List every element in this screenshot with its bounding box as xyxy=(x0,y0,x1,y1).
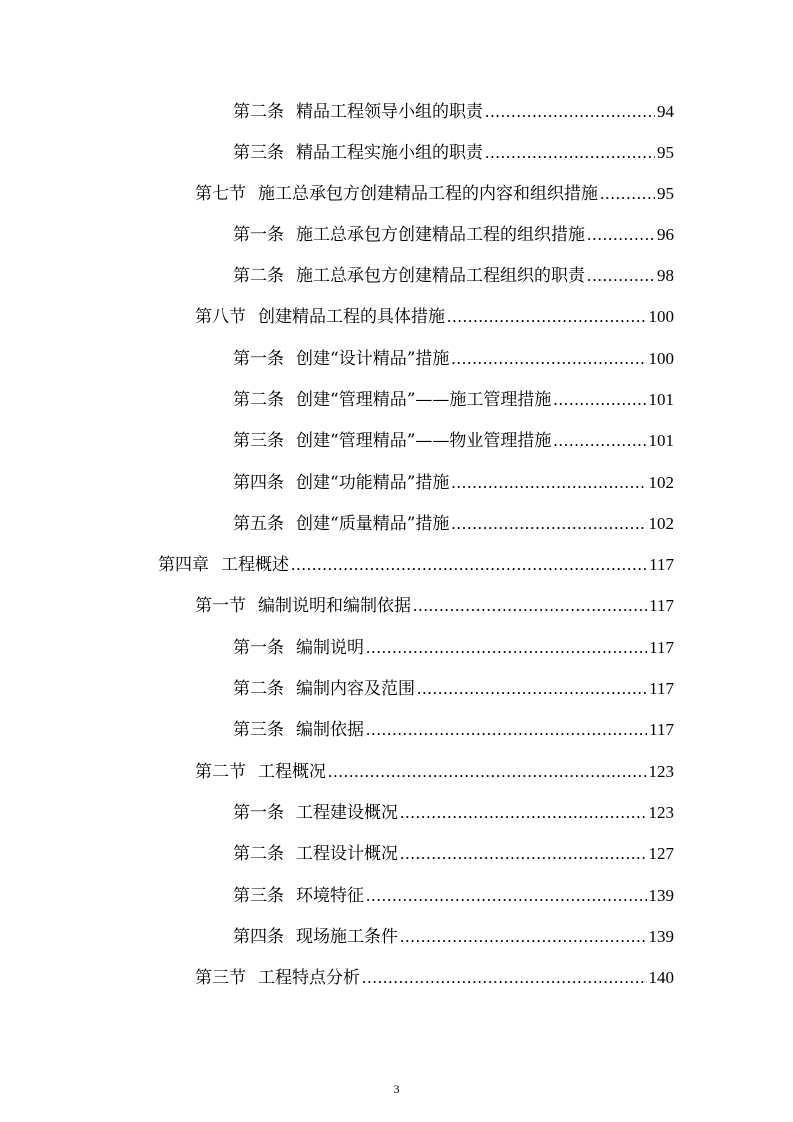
toc-leader-dots xyxy=(291,550,647,580)
toc-entry[interactable] xyxy=(233,385,674,415)
toc-leader-dots xyxy=(400,798,647,828)
toc-entry[interactable] xyxy=(233,138,674,168)
toc-leader-dots xyxy=(587,220,655,250)
toc-entry-title: 创建“管理精品”——施工管理措施 xyxy=(296,390,552,410)
toc-entry[interactable] xyxy=(233,468,674,498)
toc-entry-number: 第五条 xyxy=(233,514,284,534)
toc-leader-dots xyxy=(417,674,647,704)
toc-entry-title: 编制说明和编制依据 xyxy=(258,596,411,616)
toc-entry-page: 139 xyxy=(648,927,674,946)
toc-entry-number: 第二条 xyxy=(233,390,284,410)
toc-entry-title: 精品工程领导小组的职责 xyxy=(296,102,483,122)
toc-entry-number: 第三条 xyxy=(233,431,284,451)
toc-entry-number: 第四条 xyxy=(233,927,284,947)
toc-entry-page: 100 xyxy=(648,307,674,326)
toc-leader-dots xyxy=(400,922,647,952)
toc-entry-number: 第一条 xyxy=(233,225,284,245)
toc-entry-page: 117 xyxy=(649,720,674,739)
toc-entry-page: 102 xyxy=(648,473,674,492)
toc-entry-number: 第八节 xyxy=(195,307,246,327)
toc-entry-title: 工程概述 xyxy=(221,555,289,575)
toc-leader-dots xyxy=(451,344,646,374)
toc-entry[interactable] xyxy=(195,757,674,787)
footer-page-number: 3 xyxy=(393,1082,400,1096)
toc-entry-title: 环境特征 xyxy=(296,886,364,906)
toc-entry-page: 101 xyxy=(648,431,674,450)
toc-leader-dots xyxy=(366,633,647,663)
toc-entry-number: 第七节 xyxy=(195,184,246,204)
toc-entry[interactable] xyxy=(195,963,674,993)
toc-entry-title: 工程设计概况 xyxy=(296,844,398,864)
toc-entry[interactable] xyxy=(158,550,674,580)
toc-entry-page: 127 xyxy=(648,844,674,863)
toc-leader-dots xyxy=(485,138,655,168)
toc-entry-page: 139 xyxy=(648,886,674,905)
toc-entry-title: 创建“管理精品”——物业管理措施 xyxy=(296,431,552,451)
toc-leader-dots xyxy=(400,839,647,869)
toc-entry-title: 创建“质量精品”措施 xyxy=(296,514,450,534)
toc-entry-title: 编制内容及范围 xyxy=(296,679,415,699)
toc-entry-page: 102 xyxy=(648,514,674,533)
toc-entry-page: 95 xyxy=(657,143,674,162)
toc-leader-dots xyxy=(553,385,646,415)
toc-entry-page: 117 xyxy=(649,679,674,698)
toc-leader-dots xyxy=(587,261,655,291)
toc-entry-number: 第三条 xyxy=(233,886,284,906)
toc-entry-title: 施工总承包方创建精品工程的内容和组织措施 xyxy=(258,184,598,204)
toc-entry-page: 123 xyxy=(648,803,674,822)
toc-entry-title: 精品工程实施小组的职责 xyxy=(296,143,483,163)
toc-entry[interactable] xyxy=(233,839,674,869)
toc-entry-number: 第二条 xyxy=(233,266,284,286)
toc-entry-number: 第一条 xyxy=(233,349,284,369)
toc-entry[interactable] xyxy=(233,426,674,456)
toc-entry-page: 101 xyxy=(648,390,674,409)
toc-entry[interactable] xyxy=(233,261,674,291)
toc-entry-title: 工程建设概况 xyxy=(296,803,398,823)
toc-leader-dots xyxy=(553,426,646,456)
toc-entry-title: 工程特点分析 xyxy=(258,968,360,988)
toc-entry-number: 第一条 xyxy=(233,803,284,823)
toc-entry[interactable] xyxy=(233,798,674,828)
toc-entry-number: 第一条 xyxy=(233,638,284,658)
toc-leader-dots xyxy=(600,179,655,209)
toc-entry[interactable] xyxy=(233,715,674,745)
toc-leader-dots xyxy=(362,963,647,993)
toc-entry-number: 第三条 xyxy=(233,143,284,163)
toc-entry-title: 施工总承包方创建精品工程的组织措施 xyxy=(296,225,585,245)
toc-entry-title: 创建“设计精品”措施 xyxy=(296,349,450,369)
toc-entry-number: 第二条 xyxy=(233,844,284,864)
toc-entry-page: 117 xyxy=(649,596,674,615)
toc-entry[interactable] xyxy=(233,881,674,911)
toc-leader-dots xyxy=(328,757,647,787)
toc-entry[interactable] xyxy=(233,220,674,250)
toc-entry[interactable] xyxy=(233,344,674,374)
toc-entry[interactable] xyxy=(233,922,674,952)
toc-entry-number: 第三节 xyxy=(195,968,246,988)
toc-entry[interactable] xyxy=(233,97,674,127)
toc-entry-number: 第二节 xyxy=(195,762,246,782)
toc-entry-title: 编制依据 xyxy=(296,720,364,740)
toc-entry[interactable] xyxy=(233,674,674,704)
toc-entry-page: 96 xyxy=(657,225,674,244)
toc-entry[interactable] xyxy=(195,302,674,332)
toc-entry[interactable] xyxy=(195,591,674,621)
toc-entry-number: 第二条 xyxy=(233,102,284,122)
toc-entry-page: 117 xyxy=(649,638,674,657)
toc-leader-dots xyxy=(366,881,647,911)
toc-entry-title: 工程概况 xyxy=(258,762,326,782)
toc-entry-page: 123 xyxy=(648,762,674,781)
toc-entry-number: 第四章 xyxy=(158,555,209,575)
toc-entry-number: 第二条 xyxy=(233,679,284,699)
toc-entry-page: 98 xyxy=(657,266,674,285)
toc-entry-title: 编制说明 xyxy=(296,638,364,658)
toc-leader-dots xyxy=(413,591,647,621)
toc-entry-page: 140 xyxy=(648,968,674,987)
toc-entry-title: 现场施工条件 xyxy=(296,927,398,947)
toc-entry-number: 第四条 xyxy=(233,473,284,493)
toc-entry[interactable] xyxy=(233,509,674,539)
toc-leader-dots xyxy=(447,302,647,332)
toc-entry-title: 创建“功能精品”措施 xyxy=(296,473,450,493)
toc-leader-dots xyxy=(366,715,647,745)
toc-entry[interactable] xyxy=(195,179,674,209)
toc-entry-page: 94 xyxy=(657,102,674,121)
toc-entry-title: 施工总承包方创建精品工程组织的职责 xyxy=(296,266,585,286)
toc-leader-dots xyxy=(451,509,646,539)
toc-entry-page: 95 xyxy=(657,184,674,203)
toc-entry[interactable] xyxy=(233,633,674,663)
toc-entry-number: 第一节 xyxy=(195,596,246,616)
toc-leader-dots xyxy=(485,97,655,127)
toc-entry-title: 创建精品工程的具体措施 xyxy=(258,307,445,327)
toc-leader-dots xyxy=(451,468,646,498)
toc-entry-page: 117 xyxy=(649,555,674,574)
toc-entry-page: 100 xyxy=(648,349,674,368)
toc-entry-number: 第三条 xyxy=(233,720,284,740)
